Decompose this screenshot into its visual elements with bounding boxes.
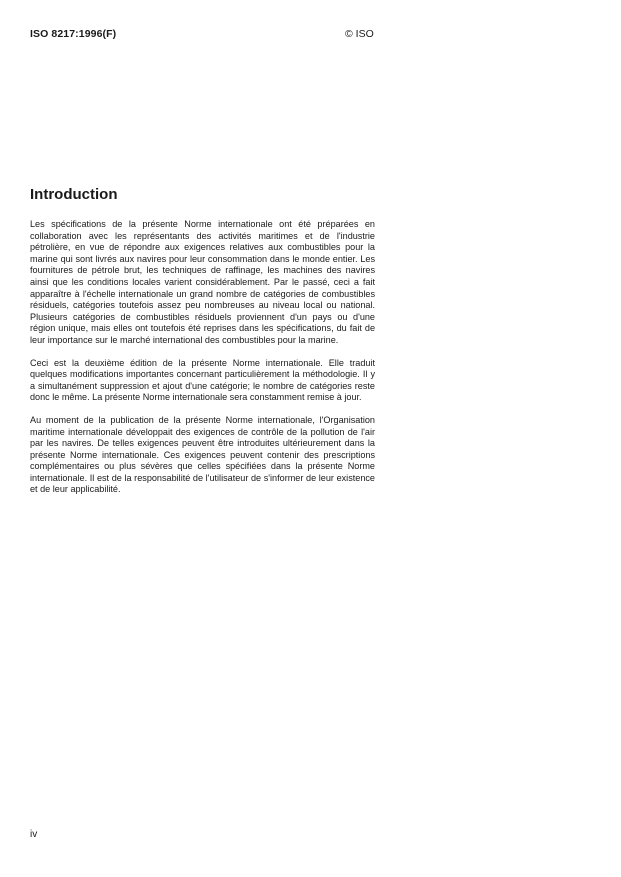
section-title: Introduction xyxy=(30,186,118,203)
standard-identifier: ISO 8217:1996(F) xyxy=(30,28,117,40)
page-number: iv xyxy=(30,829,38,840)
paragraph-3: Au moment de la publication de la présente Norme internationale, l'Organisation maritime internationale développait des exigences de contrôle de la pollution de l'air par les navires. De telles exigences peuvent être introduites ultérieurement dans la présente Norme internationale. Ces exigences peuvent contenir des prescriptions complémentaires ou plus sévères que celles spécifiées dans la présente Norme internationale. Il est de la responsabilité de l'utilisateur de s'informer de leur existence et de leur applicabilité. xyxy=(30,414,375,495)
paragraph-1: Les spécifications de la présente Norme internationale ont été préparées en collaboration avec les représentants des activités maritimes et de l'industrie pétrolière, en vue de répondre aux exigences relatives aux combustibles pour la marine qui sont livrés aux navires pour leur consommation dans le monde entier. Les fournitures de pétrole brut, les techniques de raffinage, les machines des navires ainsi que les conditions locales varient considérablement. Par le passé, ceci a fait apparaître à l'échelle internationale un grand nombre de catégories de combustibles résiduels, catégories toutefois assez peu nombreuses au niveau local ou national. Plusieurs catégories de combustibles résiduels proviennent d'un pays ou d'une région unique, mais elles ont toutefois été reprises dans les spécifications, du fait de leur importance sur le marché international des combustibles pour la marine. xyxy=(30,219,375,345)
copyright-notice: © ISO xyxy=(345,28,374,40)
introduction-body xyxy=(30,219,375,507)
paragraph-2: Ceci est la deuxième édition de la présente Norme internationale. Elle traduit quelques modifications importantes concernant particulièrement la méthodologie. Il y a simultanément suppression et ajout d'une catégorie; le nombre de catégories reste donc le même. La présente Norme internationale sera constamment remise à jour. xyxy=(30,357,375,403)
